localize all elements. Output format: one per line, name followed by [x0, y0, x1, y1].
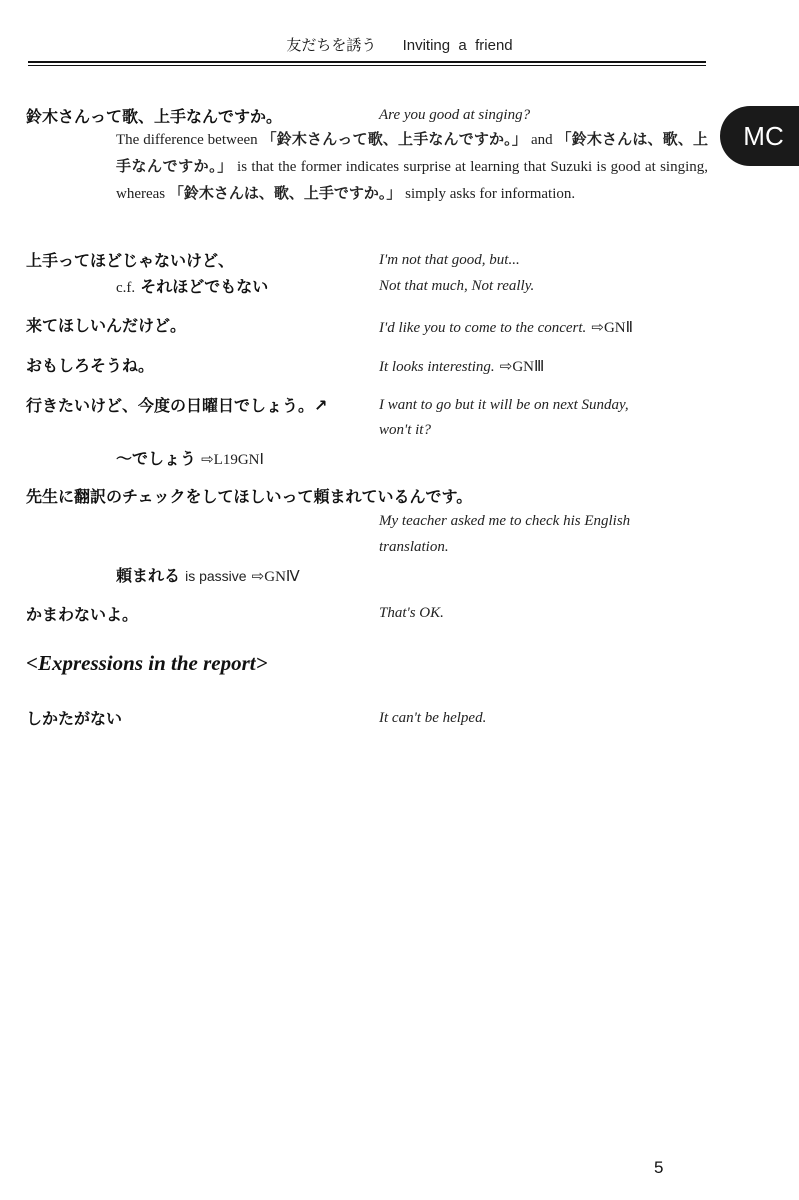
header-rule	[28, 61, 706, 63]
entry-en-5a: I want to go but it will be on next Sunday,	[379, 397, 629, 413]
explanation-quote: 「鈴木さんは、歌、上手ですか。」	[168, 184, 402, 202]
entry-note-5	[116, 446, 264, 469]
entry-en-3: I'd like you to come to the concert.	[379, 320, 587, 336]
note-jp-5: 〜でしょう	[116, 449, 197, 468]
entry-en-2: I'm not that good, but...	[379, 252, 520, 268]
cf-prefix: c.f.	[116, 280, 136, 296]
entry-en-3-wrap	[379, 317, 633, 337]
explanation-quote: 「鈴木さんって歌、上手なんですか。」	[261, 130, 528, 148]
entry-cf-2	[116, 274, 268, 297]
note-text-6: is passive	[185, 568, 247, 584]
page-number: 5	[654, 1158, 664, 1177]
section-heading: <Expressions in the report>	[26, 651, 268, 675]
entry-en-4-wrap	[379, 356, 544, 376]
grammar-ref-3: ⇨GNⅡ	[591, 320, 634, 336]
grammar-ref-4: ⇨GNⅢ	[499, 359, 545, 375]
entry-jp-4: おもしろそうね。	[26, 356, 155, 375]
grammar-ref-5: ⇨L19GNⅠ	[201, 452, 264, 468]
entry-jp-1: 鈴木さんって歌、上手なんですか。	[26, 107, 283, 126]
entry-en-6a: My teacher asked me to check his English	[379, 513, 631, 529]
note-jp-6: 頼まれる	[116, 566, 181, 585]
explanation-text: is that the former indicates surprise at learning that Suzuki is good at singing, whereas	[116, 159, 708, 202]
section-tab-label: MC	[743, 120, 784, 151]
entry-jp-7: かまわないよ。	[26, 605, 139, 624]
entry-note-6	[116, 563, 300, 586]
explanation-paragraph	[116, 126, 708, 207]
explanation-text: simply asks for information.	[405, 186, 576, 202]
entry-jp-5: 行きたいけど、今度の日曜日でしょう。↗	[26, 396, 328, 415]
section-tab	[720, 106, 799, 166]
entry-cf-en-2: Not that much, Not really.	[379, 278, 535, 294]
header-rule-thin	[28, 65, 706, 66]
entry-en-1: Are you good at singing?	[379, 107, 531, 123]
grammar-ref-6: ⇨GNⅣ	[251, 569, 300, 585]
entry-jp-3: 来てほしいんだけど。	[26, 316, 187, 335]
explanation-quote: 「鈴木さんは、歌、上手なんですか。」	[116, 130, 709, 175]
entry-en-6b: translation.	[379, 539, 449, 555]
entry-en-7: That's OK.	[379, 605, 444, 621]
header-title-jp: 友だちを誘う	[286, 36, 377, 54]
entry-jp-2: 上手ってほどじゃないけど、	[26, 251, 235, 270]
entry-en-4: It looks interesting.	[379, 359, 495, 375]
entry-jp-6: 先生に翻訳のチェックをしてほしいって頼まれているんです。	[26, 487, 473, 506]
report-jp: しかたがない	[26, 709, 123, 728]
explanation-text: The difference between	[116, 132, 258, 148]
running-header	[0, 34, 799, 55]
report-en: It can't be helped.	[379, 710, 487, 726]
cf-jp: それほどでもない	[140, 277, 269, 296]
explanation-text: and	[530, 132, 553, 148]
header-title-en: Inviting a friend	[402, 37, 513, 54]
entry-en-5b: won't it?	[379, 422, 431, 438]
